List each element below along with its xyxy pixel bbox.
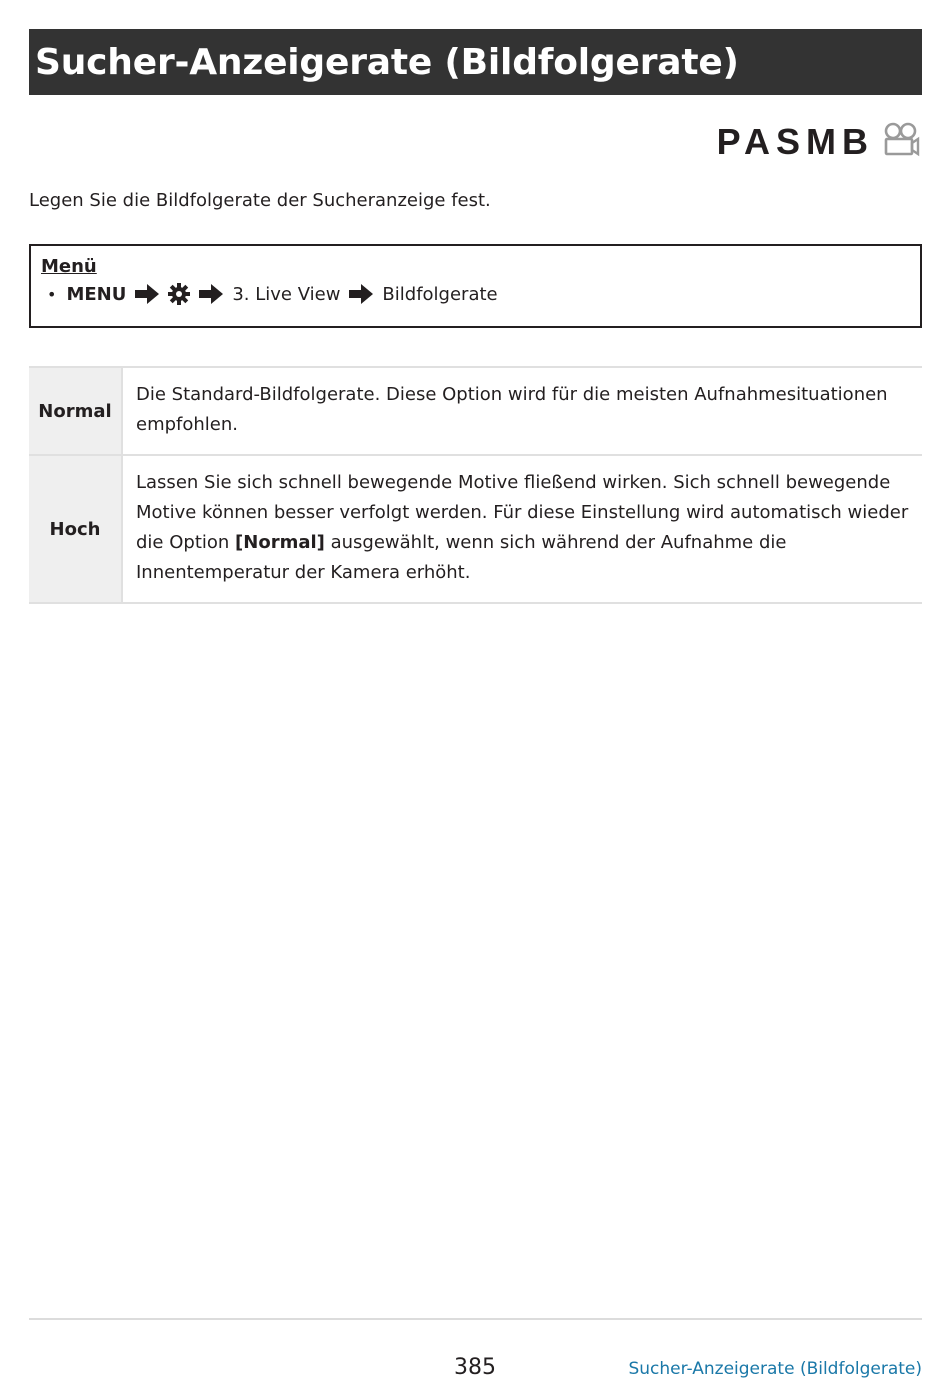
title-bar [29, 29, 922, 95]
menu-heading: Menü [41, 256, 97, 277]
arrow-right-icon [198, 284, 224, 304]
menu-path [41, 283, 910, 305]
menu-keyword: MENU [66, 283, 127, 305]
arrow-right-icon [134, 284, 160, 304]
menu-box [29, 244, 922, 328]
footer-divider [29, 1318, 922, 1320]
table-row [29, 455, 922, 603]
movie-camera-icon [882, 122, 920, 162]
arrow-right-icon [348, 284, 374, 304]
option-description [122, 455, 922, 603]
shooting-modes [717, 122, 920, 162]
options-table [29, 366, 922, 604]
description-text: Lassen Sie sich schnell bewegende Motive fließend wirken. Sich schnell bewegende Motive können besser verfolgt werden. Für diese Einstellung wird automatisch wieder die Option [136, 472, 909, 553]
section-link[interactable]: Sucher-Anzeigerate (Bildfolgerate) [628, 1359, 922, 1379]
option-name: Normal [29, 367, 122, 455]
option-reference: [Normal] [235, 532, 325, 553]
gear-icon [168, 283, 190, 305]
table-row [29, 367, 922, 455]
option-name: Hoch [29, 455, 122, 603]
menu-item: Bildfolgerate [382, 283, 498, 305]
page-title: Sucher-Anzeigerate (Bildfolgerate) [35, 41, 739, 83]
bullet-icon: • [47, 284, 57, 304]
intro-text: Legen Sie die Bildfolgerate der Sucheranzeige fest. [29, 190, 491, 211]
option-description: Die Standard-Bildfolgerate. Diese Option wird für die meisten Aufnahmesituationen empfohlen. [136, 384, 888, 435]
description-text: ausgewählt, wenn sich während der Aufnahme die Innentemperatur der Kamera erhöht. [136, 532, 787, 583]
menu-step: 3. Live View [232, 283, 341, 305]
mode-letters: PASMB [716, 121, 874, 162]
page-number: 385 [454, 1355, 496, 1380]
